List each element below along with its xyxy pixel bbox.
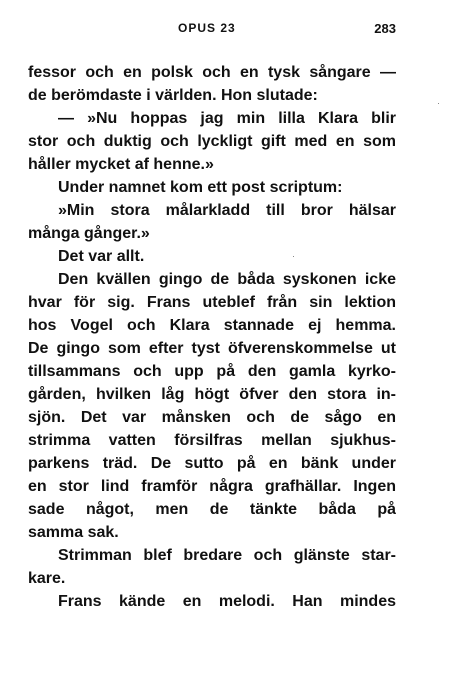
body-text: [28, 61, 396, 613]
text-line: »Min stora målarkladd till bror hälsar: [58, 202, 396, 219]
text-line: strimma vatten försilfras mellan sjukhus-: [28, 432, 396, 449]
text-line: många gånger.»: [28, 225, 150, 242]
text-line: de berömdaste i världen. Hon slutade:: [28, 87, 318, 104]
page-header: [28, 21, 396, 39]
text-line: Den kvällen gingo de båda syskonen icke: [58, 271, 396, 288]
print-speck: [293, 256, 294, 257]
text-line: hvar för sig. Frans uteblef från sin lektion: [28, 294, 396, 311]
text-line: Under namnet kom ett post scriptum:: [58, 179, 343, 196]
text-line: hos Vogel och Klara stannade ej hemma.: [28, 317, 396, 334]
text-line: sade något, men de tänkte båda på: [28, 501, 396, 518]
page-number: 283: [374, 21, 396, 36]
text-line: stor och duktig och lyckligt gift med en som: [28, 133, 396, 150]
text-line: en stor lind framför några grafhällar. Ingen: [28, 478, 396, 495]
text-line: tillsammans och upp på den gamla kyrko-: [28, 363, 396, 380]
text-line: De gingo som efter tyst öfverenskommelse ut: [28, 340, 396, 357]
text-line: fessor och en polsk och en tysk sångare —: [28, 64, 396, 81]
text-line: gården, hvilken låg högt öfver den stora in-: [28, 386, 396, 403]
text-line: — »Nu hoppas jag min lilla Klara blir: [58, 110, 396, 127]
text-line: samma sak.: [28, 524, 119, 541]
text-line: Frans kände en melodi. Han mindes: [58, 593, 396, 610]
text-line: håller mycket af henne.»: [28, 156, 214, 173]
text-line: Det var allt.: [58, 248, 145, 265]
text-line: parkens träd. De sutto på en bänk under: [28, 455, 396, 472]
text-line: kare.: [28, 570, 66, 587]
text-line: Strimman blef bredare och glänste star-: [58, 547, 396, 564]
print-speck: [438, 103, 439, 104]
text-line: sjön. Det var månsken och de sågo en: [28, 409, 396, 426]
running-head: OPUS 23: [178, 21, 236, 35]
